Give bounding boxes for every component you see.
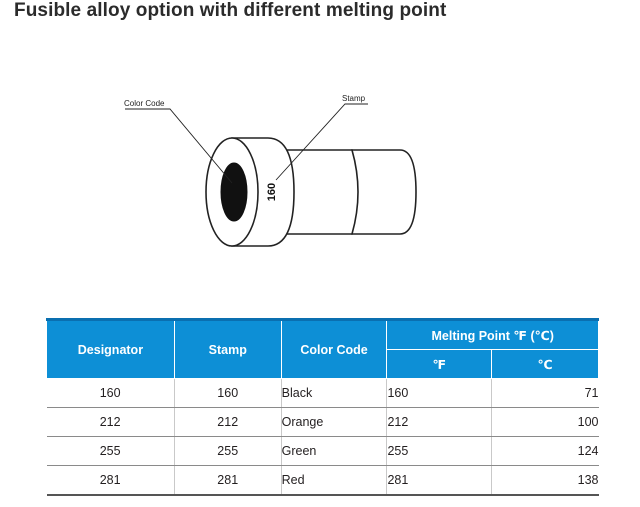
header-stamp: Stamp [174,320,281,379]
cell-stamp: 160 [174,379,281,408]
table-row [47,437,599,466]
cell-fahrenheit: 212 [387,408,492,437]
cell-designator: 212 [47,408,175,437]
cell-color: Orange [281,408,387,437]
cell-celsius: 138 [492,466,599,496]
table-row [47,466,599,496]
callout-color-code: Color Code [124,99,165,108]
cell-fahrenheit: 255 [387,437,492,466]
stamp-marking: 160 [265,182,278,202]
cell-fahrenheit: 281 [387,466,492,496]
cell-fahrenheit: 160 [387,379,492,408]
header-celsius: ℃ [492,350,599,379]
melting-point-table [46,318,599,496]
cell-color: Green [281,437,387,466]
cell-designator: 281 [47,466,175,496]
cell-celsius: 124 [492,437,599,466]
cell-celsius: 71 [492,379,599,408]
cell-designator: 255 [47,437,175,466]
header-fahrenheit: ℉ [387,350,492,379]
plug-front-flange [206,138,294,246]
header-color-code: Color Code [281,320,387,379]
cell-color: Black [281,379,387,408]
cell-stamp: 281 [174,466,281,496]
cell-color: Red [281,466,387,496]
cell-celsius: 100 [492,408,599,437]
page-title: Fusible alloy option with different melting point [14,0,447,21]
cell-stamp: 212 [174,408,281,437]
plug-rear-cylinder [350,150,416,234]
table-row [47,379,599,408]
cell-designator: 160 [47,379,175,408]
callout-stamp: Stamp [342,94,366,103]
cell-stamp: 255 [174,437,281,466]
header-designator: Designator [47,320,175,379]
header-melting-point: Melting Point ℉ (℃) [387,320,599,350]
color-code-core [221,163,247,221]
table-row [47,408,599,437]
